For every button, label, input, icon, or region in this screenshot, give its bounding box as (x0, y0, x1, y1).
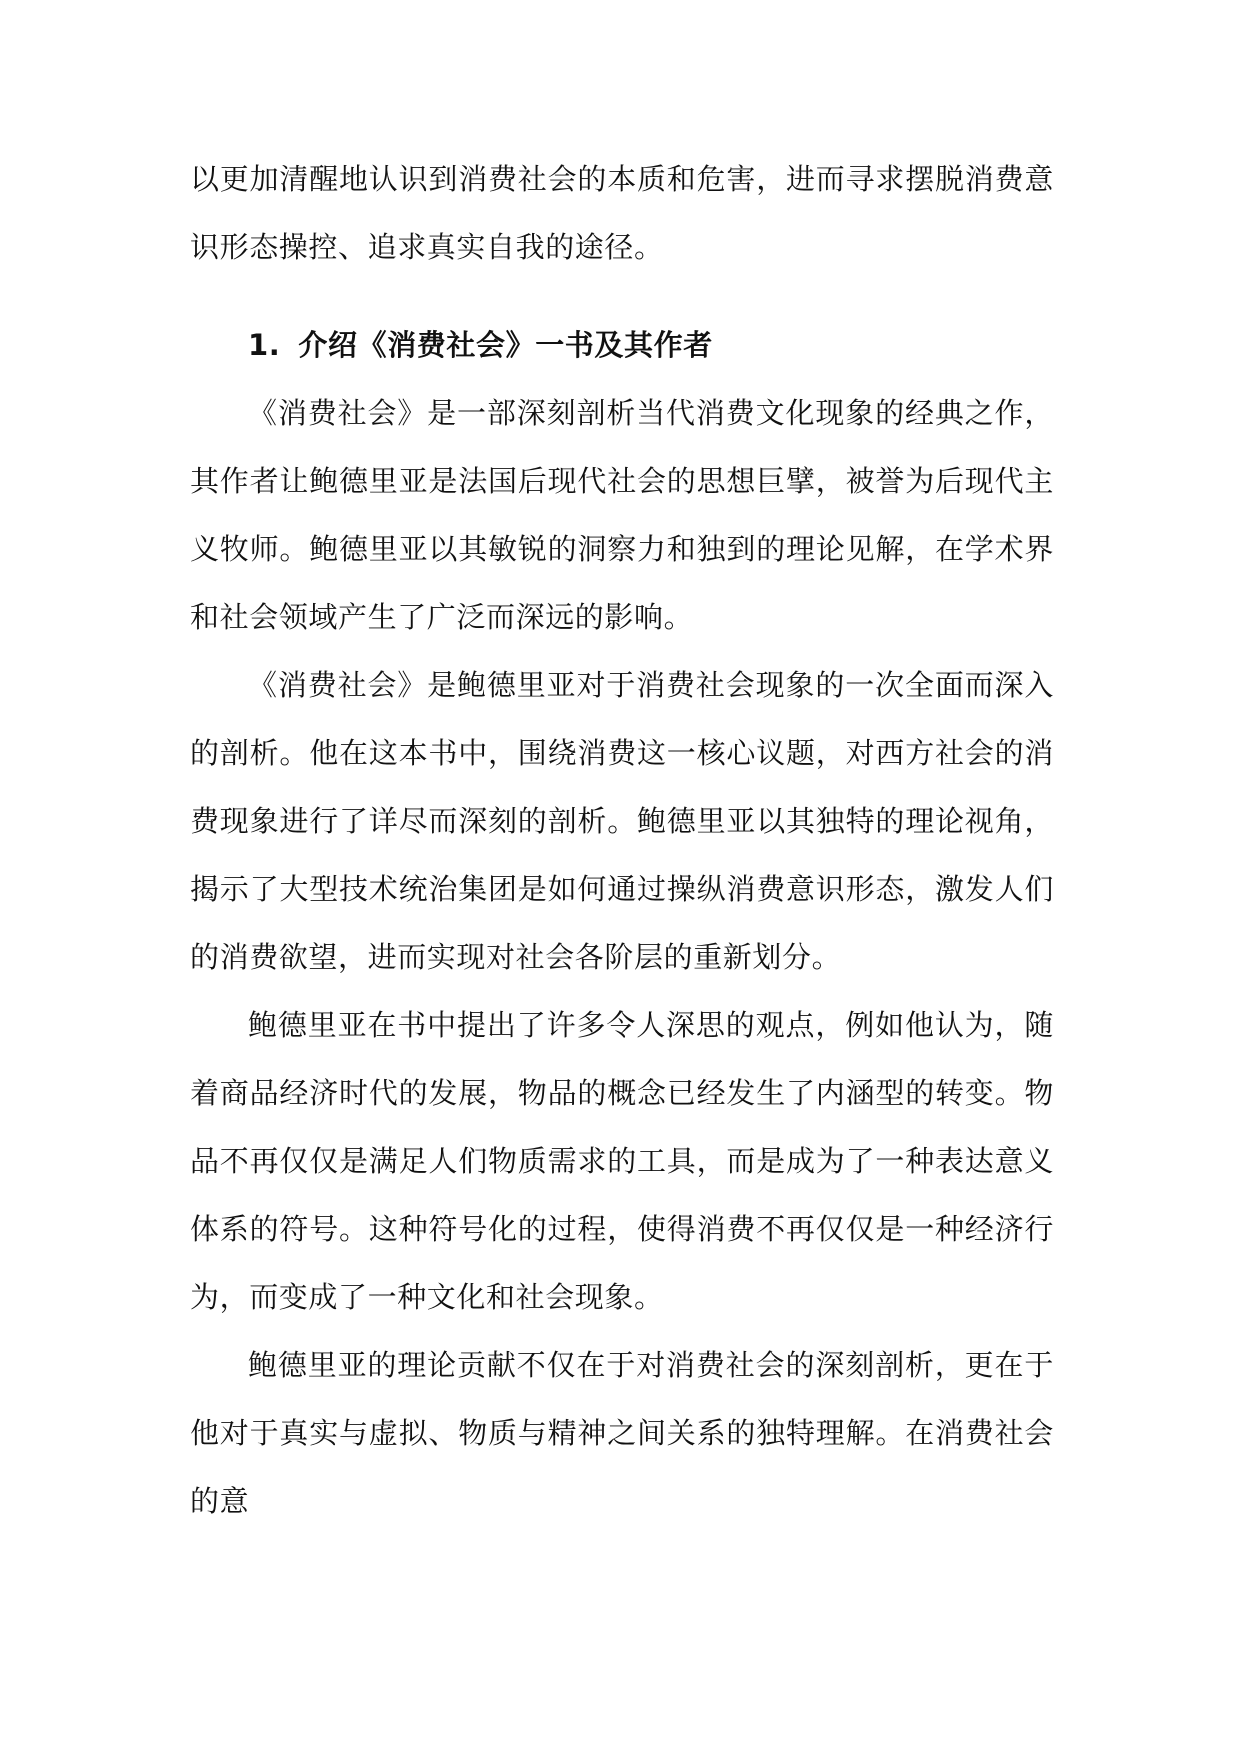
document-body (190, 145, 1054, 1535)
section-heading (190, 311, 1054, 379)
body-paragraph: 鲍德里亚的理论贡献不仅在于对消费社会的深刻剖析，更在于他对于真实与虚拟、物质与精神之间关系的独特理解。在消费社会的意 (190, 1348, 1054, 1518)
section-title: 介绍《消费社会》一书及其作者 (298, 328, 713, 362)
intro-paragraph: 以更加清醒地认识到消费社会的本质和危害，进而寻求摆脱消费意识形态操控、追求真实自我的途径。 (190, 162, 1054, 264)
body-paragraph: 鲍德里亚在书中提出了许多令人深思的观点，例如他认为，随着商品经济时代的发展，物品的概念已经发生了内涵型的转变。物品不再仅仅是满足人们物质需求的工具，而是成为了一种表达意义体系的符号。这种符号化的过程，使得消费不再仅仅是一种经济行为，而变成了一种文化和社会现象。 (190, 1008, 1054, 1314)
section-number: 1. (248, 328, 281, 362)
body-paragraph: 《消费社会》是一部深刻剖析当代消费文化现象的经典之作，其作者让鲍德里亚是法国后现代社会的思想巨擘，被誉为后现代主义牧师。鲍德里亚以其敏锐的洞察力和独到的理论见解，在学术界和社会领域产生了广泛而深远的影响。 (190, 396, 1054, 634)
body-paragraph: 《消费社会》是鲍德里亚对于消费社会现象的一次全面而深入的剖析。他在这本书中，围绕消费这一核心议题，对西方社会的消费现象进行了详尽而深刻的剖析。鲍德里亚以其独特的理论视角，揭示了大型技术统治集团是如何通过操纵消费意识形态，激发人们的消费欲望，进而实现对社会各阶层的重新划分。 (190, 668, 1054, 974)
